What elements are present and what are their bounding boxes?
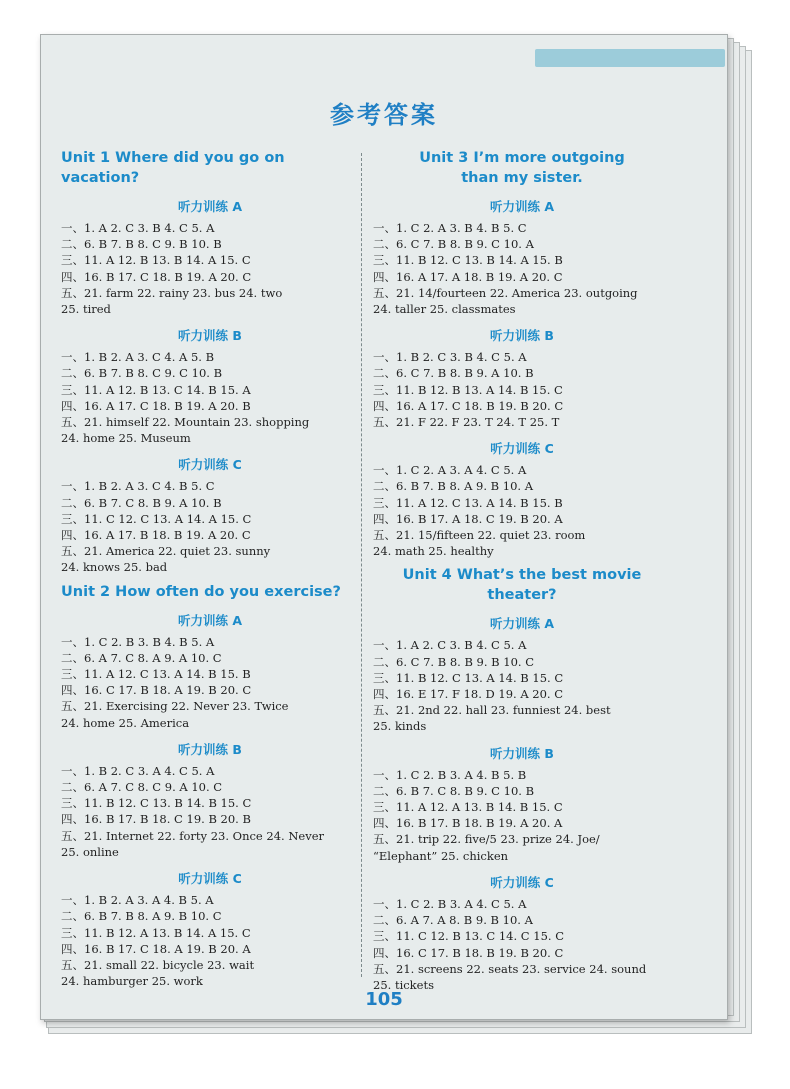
answer-line: 一、1. B 2. C 3. B 4. C 5. A — [373, 350, 527, 365]
answer-line: 三、11. A 12. B 13. B 14. A 15. C — [61, 253, 251, 268]
answer-line: 一、1. B 2. A 3. C 4. B 5. C — [61, 479, 215, 494]
answer-line: 24. home 25. America — [61, 715, 190, 730]
section-heading: 听力训练 C — [178, 457, 242, 473]
answer-line: 五、21. 2nd 22. hall 23. funniest 24. best — [373, 703, 611, 718]
answer-line: 25. online — [61, 844, 119, 859]
answer-line: 五、21. screens 22. seats 23. service 24. sound — [373, 961, 647, 976]
section-heading: 听力训练 B — [490, 745, 554, 761]
section-heading: 听力训练 C — [490, 874, 554, 890]
answer-line: 二、6. A 7. C 8. A 9. A 10. C — [61, 650, 222, 665]
answer-line: 二、6. A 7. A 8. B 9. B 10. A — [373, 913, 533, 928]
answer-line: 三、11. C 12. B 13. C 14. C 15. C — [373, 929, 564, 944]
answer-line: 二、6. B 7. B 8. C 9. C 10. B — [61, 366, 223, 381]
section-heading: 听力训练 C — [178, 871, 242, 887]
answer-line: 四、16. B 17. C 18. A 19. B 20. A — [61, 941, 251, 956]
unit-heading: than my sister. — [461, 170, 583, 186]
answer-line: 五、21. small 22. bicycle 23. wait — [61, 957, 255, 972]
page-number: 105 — [365, 989, 403, 1010]
answer-line: 一、1. C 2. B 3. B 4. B 5. A — [61, 634, 215, 649]
answer-line: 24. math 25. healthy — [373, 544, 494, 559]
section-heading: 听力训练 A — [489, 616, 555, 632]
answer-line: 25. tired — [61, 302, 111, 317]
answer-line: 四、16. B 17. B 18. B 19. A 20. A — [373, 816, 563, 831]
right-column — [373, 148, 671, 999]
answer-line: 四、16. B 17. B 18. C 19. B 20. B — [61, 812, 251, 827]
page-title: 参考答案 — [330, 101, 438, 129]
answer-line: 三、11. A 12. A 13. B 14. B 15. C — [373, 800, 563, 815]
answer-line: 四、16. A 17. A 18. B 19. A 20. C — [373, 269, 563, 284]
answer-line: 一、1. C 2. B 3. A 4. B 5. B — [373, 767, 527, 782]
answer-line: “Elephant” 25. chicken — [373, 848, 509, 863]
unit-block — [61, 582, 359, 990]
bleed-through-header — [535, 49, 725, 67]
section-heading: 听力训练 B — [178, 328, 242, 344]
answer-line: 二、6. B 7. C 8. B 9. C 10. B — [373, 783, 535, 798]
answer-line: 二、6. C 7. B 8. B 9. B 10. C — [373, 654, 535, 669]
answer-line: 一、1. C 2. A 3. B 4. B 5. C — [373, 221, 527, 235]
section-heading: 听力训练 B — [178, 741, 242, 757]
answer-line: 一、1. C 2. B 3. A 4. C 5. A — [373, 896, 527, 911]
answer-line: 一、1. B 2. A 3. A 4. B 5. A — [61, 893, 214, 908]
section-heading: 听力训练 C — [490, 441, 554, 457]
answer-line: 一、1. C 2. A 3. A 4. C 5. A — [373, 463, 527, 478]
answer-line: 五、21. 14/fourteen 22. America 23. outgoing — [373, 285, 638, 300]
answer-line: 四、16. C 17. B 18. B 19. B 20. C — [373, 945, 564, 960]
answer-line: 三、11. A 12. C 13. A 14. B 15. B — [61, 667, 251, 682]
unit-block — [373, 148, 671, 559]
unit-block — [61, 148, 359, 576]
answer-line: 四、16. A 17. C 18. B 19. A 20. B — [61, 398, 251, 413]
answer-line: 四、16. A 17. C 18. B 19. B 20. C — [373, 398, 564, 413]
answer-line: 五、21. Internet 22. forty 23. Once 24. Never — [61, 828, 324, 843]
column-divider — [361, 153, 362, 977]
answer-line: 一、1. A 2. C 3. B 4. C 5. A — [373, 638, 527, 653]
answer-line: 五、21. F 22. F 23. T 24. T 25. T — [373, 415, 560, 430]
answer-line: 24. taller 25. classmates — [373, 302, 516, 317]
answer-key-page — [40, 34, 728, 1020]
answer-line: 24. hamburger 25. work — [61, 974, 203, 989]
unit-block — [373, 565, 671, 993]
answer-line: 五、21. trip 22. five/5 23. prize 24. Joe/ — [373, 832, 600, 847]
answer-line: 二、6. B 7. B 8. A 9. B 10. A — [373, 479, 534, 494]
answer-line: 一、1. A 2. C 3. B 4. C 5. A — [61, 221, 215, 235]
unit-heading: Unit 1 Where did you go on vacation? — [61, 150, 285, 186]
answer-line: 二、6. C 7. B 8. B 9. A 10. B — [373, 366, 534, 381]
answer-line: 二、6. B 7. B 8. A 9. B 10. C — [61, 909, 222, 924]
unit-heading: Unit 3 I’m more outgoing — [419, 150, 625, 166]
answer-line: 25. tickets — [373, 977, 434, 992]
answer-line: 一、1. B 2. A 3. C 4. A 5. B — [61, 350, 215, 365]
answer-line: 三、11. C 12. C 13. A 14. A 15. C — [61, 511, 252, 526]
answer-line: 一、1. B 2. C 3. A 4. C 5. A — [61, 763, 215, 778]
answer-line: 三、11. B 12. C 13. A 14. B 15. C — [373, 670, 564, 685]
unit-heading: Unit 4 What’s the best movie theater? — [402, 567, 642, 604]
answer-line: 四、16. C 17. B 18. A 19. B 20. C — [61, 683, 252, 698]
answer-line: 五、21. farm 22. rainy 23. bus 24. two — [61, 285, 283, 300]
answer-line: 四、16. A 17. B 18. B 19. A 20. C — [61, 528, 251, 543]
left-column — [61, 148, 359, 995]
section-heading: 听力训练 A — [177, 199, 243, 214]
answer-line: 二、6. C 7. B 8. B 9. C 10. A — [373, 237, 534, 252]
answer-line: 五、21. Exercising 22. Never 23. Twice — [61, 699, 289, 714]
section-heading: 听力训练 A — [489, 199, 555, 214]
unit-heading: Unit 2 How often do you exercise? — [61, 583, 341, 600]
answer-line: 二、6. A 7. C 8. C 9. A 10. C — [61, 780, 223, 795]
answer-line: 三、11. B 12. B 13. A 14. B 15. C — [373, 382, 563, 397]
section-heading: 听力训练 B — [490, 328, 554, 344]
answer-line: 四、16. E 17. F 18. D 19. A 20. C — [373, 687, 564, 702]
answer-line: 三、11. B 12. C 13. B 14. B 15. C — [61, 796, 252, 811]
answer-line: 三、11. A 12. B 13. C 14. B 15. A — [61, 382, 251, 397]
answer-line: 24. home 25. Museum — [61, 431, 191, 446]
answer-line: 三、11. B 12. C 13. B 14. A 15. B — [373, 253, 563, 268]
answer-line: 24. knows 25. bad — [61, 560, 168, 575]
answer-line: 四、16. B 17. A 18. C 19. B 20. A — [373, 511, 563, 526]
answer-line: 四、16. B 17. C 18. B 19. A 20. C — [61, 269, 252, 284]
answer-line: 二、6. B 7. B 8. C 9. B 10. B — [61, 237, 222, 252]
answer-line: 五、21. 15/fifteen 22. quiet 23. room — [373, 528, 586, 543]
answer-line: 五、21. himself 22. Mountain 23. shopping — [61, 415, 310, 430]
answer-line: 三、11. B 12. A 13. B 14. A 15. C — [61, 925, 251, 940]
answer-line: 三、11. A 12. C 13. A 14. B 15. B — [373, 495, 563, 510]
section-heading: 听力训练 A — [177, 612, 243, 628]
answer-line: 五、21. America 22. quiet 23. sunny — [61, 544, 271, 559]
answer-line: 二、6. B 7. C 8. B 9. A 10. B — [61, 495, 222, 510]
answer-line: 25. kinds — [373, 719, 427, 734]
